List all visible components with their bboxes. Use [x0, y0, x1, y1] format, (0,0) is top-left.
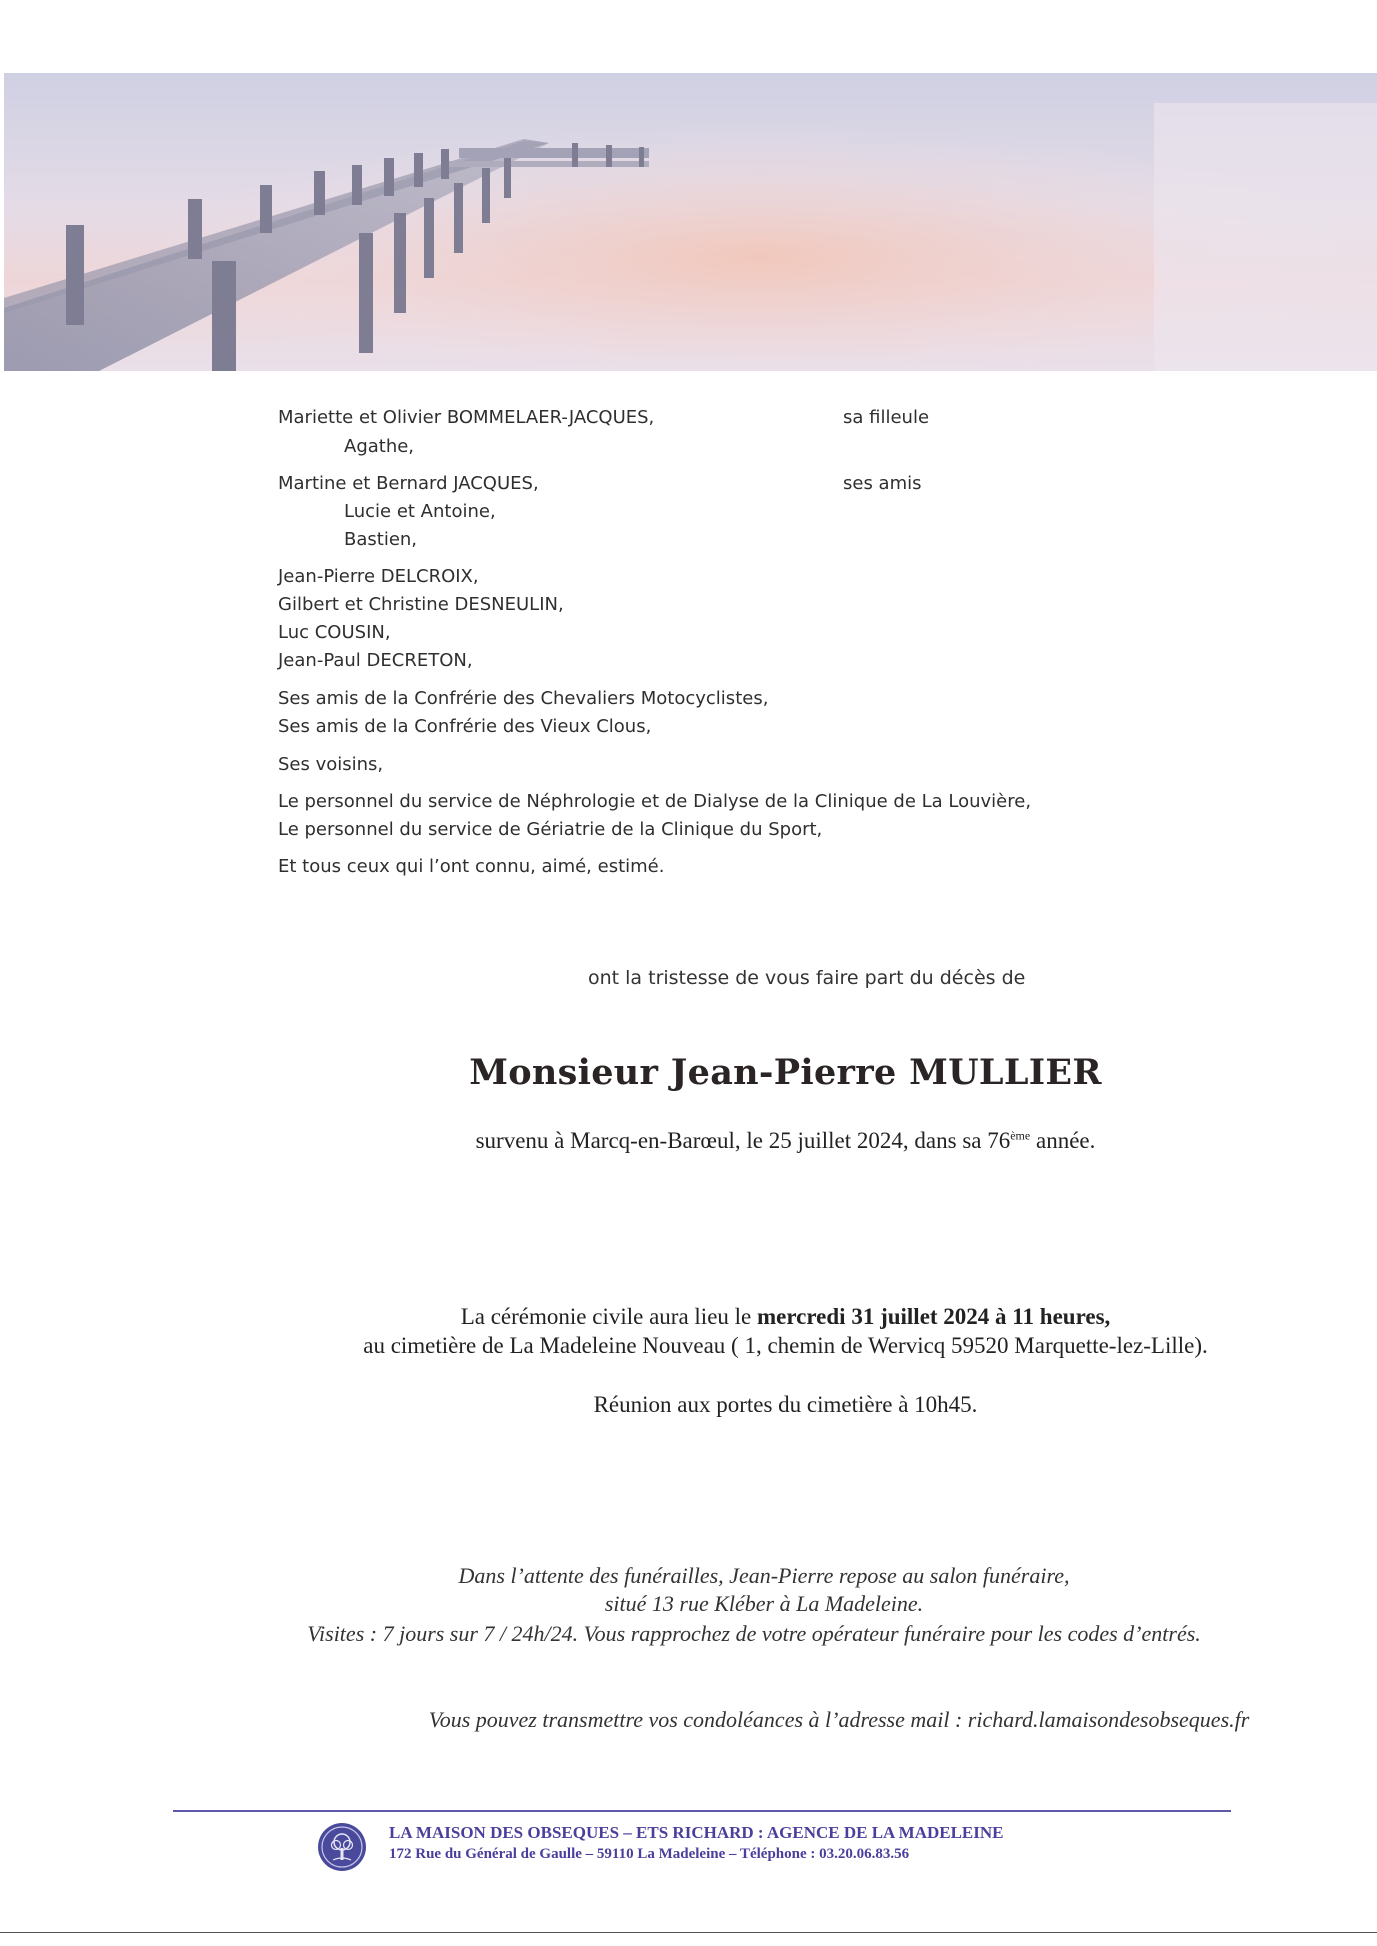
ceremony-meeting: Réunion aux portes du cimetière à 10h45.: [593, 1392, 978, 1417]
staff-line: Le personnel du service de Gériatrie de la Clinique du Sport,: [278, 819, 823, 840]
ceremony-line-1: [0, 1302, 1377, 1331]
announcement-intro: ont la tristesse de vous faire part du décès de: [588, 967, 1026, 989]
staff-line: Le personnel du service de Néphrologie et de Dialyse de la Clinique de La Louvière,: [278, 791, 1032, 812]
bottom-edge-line: [0, 1932, 1377, 1933]
agency-address: 172 Rue du Général de Gaulle – 59110 La Madeleine – Téléphone : 03.20.06.83.56: [389, 1846, 910, 1862]
family-group-2-child: Lucie et Antoine,: [344, 501, 496, 522]
family-group-1-child: Agathe,: [344, 436, 415, 457]
death-details-end: année.: [1030, 1128, 1096, 1153]
deceased-name: Monsieur Jean-Pierre MULLIER: [469, 1052, 1102, 1093]
friend-name: Jean-Pierre DELCROIX,: [278, 566, 479, 587]
notice-line-2: situé 13 rue Kléber à La Madeleine.: [604, 1591, 924, 1616]
friend-name: Luc COUSIN,: [278, 622, 391, 643]
notice-visits: Visites : 7 jours sur 7 / 24h/24. Vous rapprochez de votre opérateur funéraire pour les codes d’entrés.: [307, 1621, 1201, 1646]
tree-icon: [317, 1822, 367, 1872]
family-group-1-relation: sa filleule: [843, 407, 930, 428]
confrerie-line: Ses amis de la Confrérie des Chevaliers Motocyclistes,: [278, 688, 769, 709]
friend-name: Jean-Paul DECRETON,: [278, 650, 473, 671]
condolences-line: Vous pouvez transmettre vos condoléances à l’adresse mail : richard.lamaisondesobseques.fr: [428, 1707, 1250, 1732]
notice-line-1: Dans l’attente des funérailles, Jean-Pierre repose au salon funéraire,: [458, 1563, 1070, 1588]
family-group-1-name: Mariette et Olivier BOMMELAER-JACQUES,: [278, 407, 655, 428]
neighbors-line: Ses voisins,: [278, 754, 384, 775]
family-group-2-child: Bastien,: [344, 529, 418, 550]
death-details: [0, 1128, 1377, 1154]
friend-name: Gilbert et Christine DESNEULIN,: [278, 594, 564, 615]
family-group-2-name: Martine et Bernard JACQUES,: [278, 473, 539, 494]
closing-line: Et tous ceux qui l’ont connu, aimé, estimé.: [278, 856, 665, 877]
death-details-text: survenu à Marcq-en-Barœul, le 25 juillet 2024, dans sa 76: [475, 1128, 1011, 1153]
pier-landscape-image: [4, 73, 1377, 371]
ordinal-suffix: ème: [1010, 1128, 1031, 1143]
banner-image: [4, 73, 1377, 371]
ceremony-prefix: La cérémonie civile aura lieu le: [460, 1304, 758, 1329]
confrerie-line: Ses amis de la Confrérie des Vieux Clous,: [278, 716, 652, 737]
footer-divider: [173, 1810, 1231, 1812]
family-group-2-relation: ses amis: [843, 473, 922, 494]
agency-name: LA MAISON DES OBSEQUES – ETS RICHARD : AGENCE DE LA MADELEINE: [389, 1823, 1004, 1842]
ceremony-date: mercredi 31 juillet 2024 à 11 heures,: [757, 1304, 1111, 1329]
ceremony-location: au cimetière de La Madeleine Nouveau ( 1, chemin de Wervicq 59520 Marquette-lez-Lille).: [363, 1333, 1208, 1358]
